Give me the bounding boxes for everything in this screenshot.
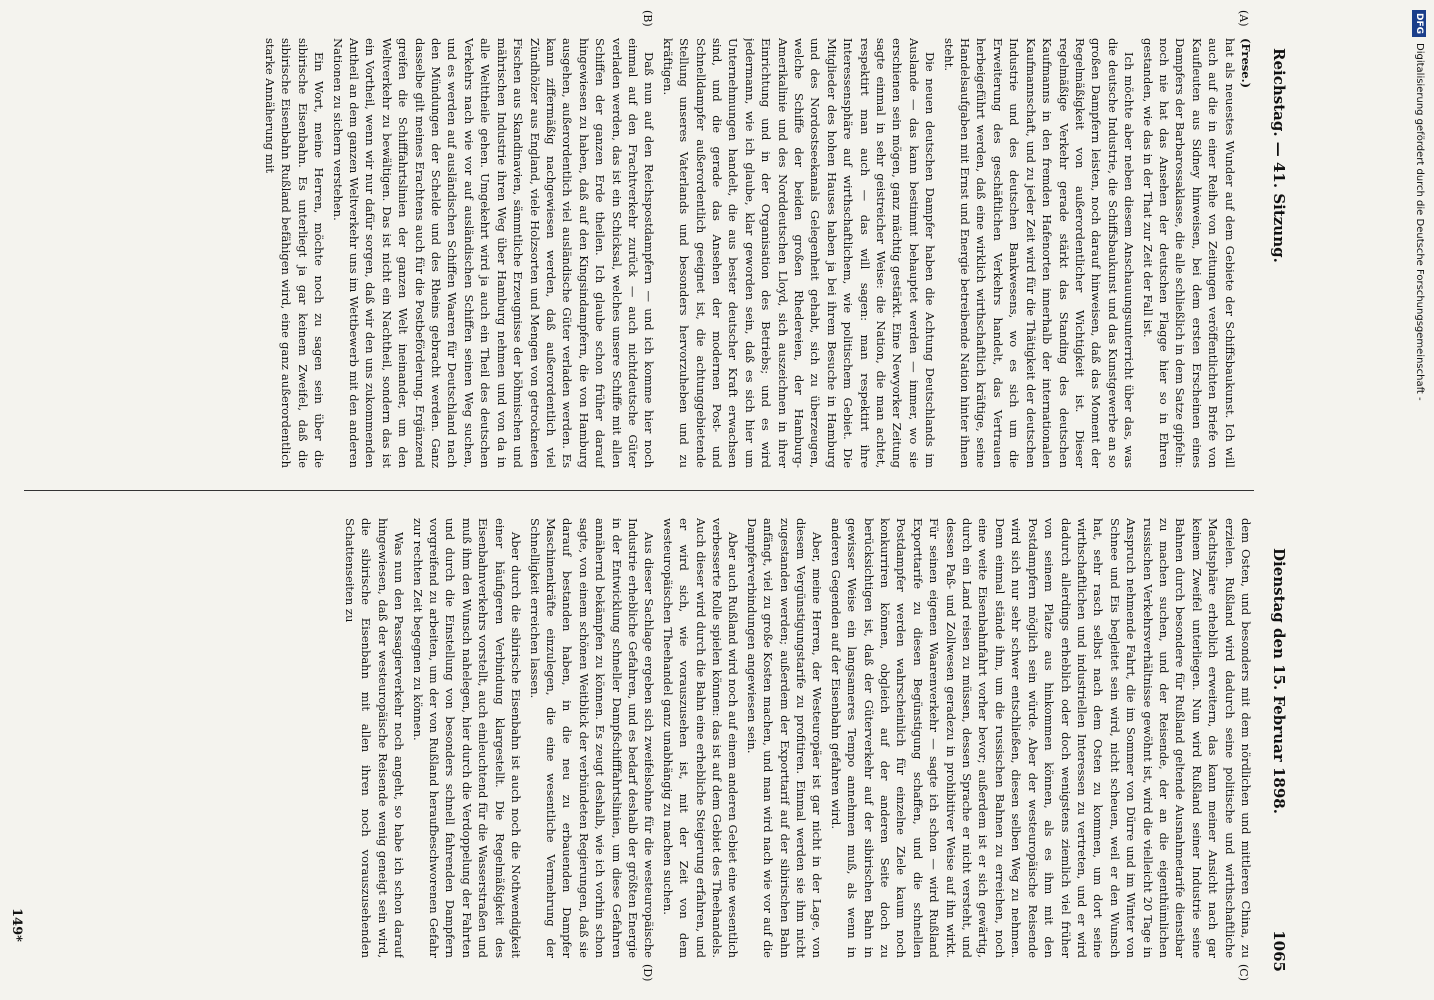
dfg-logo: DFG (1412, 10, 1426, 37)
rotated-page-content (4, 0, 1334, 1000)
margin-marker-c: (C) (1237, 964, 1250, 981)
digitization-sidebar (1408, 10, 1430, 990)
paragraph: Ich möchte aber neben diesem Anschauungsunterricht über das, was die deutsche Industrie, die Schiffsbaukunst und das Kunstgewerbe an so großen Dampfern leisten, noch darauf hinweisen, daß das Moment der Regelmäßigkeit von außerordentlicher Wichtigkeit ist. Dieser regelmäßige Verkehr gerade stärkt das Standing des deutschen Kaufmanns in den fremden Hafenorten innerhalb der internationalen Kaufmannschaft, und zu jeder Zeit wird für die Thätigkeit der deutschen Industrie und des deutschen Bankwesens, wo es sich um die Erweiterung des geschäftlichen Verkehrs handelt, das Vertrauen herbeigeführt werden, daß eine wirklich wirthschaftlich kräftige, seine Handelsaufgaben mit Ernst und Energie betreibende Nation hinter ihnen steht. (941, 38, 1137, 468)
digitization-credit: Digitalisierung gefördert durch die Deutsche Forschungsgemeinschaft - (1414, 43, 1425, 401)
margin-marker-d: (D) (641, 964, 654, 982)
paragraph: Aber auch Rußland wird noch auf einem anderen Gebiet eine wesentlich verbesserte Rolle spielen können: das ist auf dem Gebiet des Theehandels. Auch dieser wird durch die Bahn eine erhebliche Steigerung erfahren, und er wird sich, wie vorauszusehen ist, mit der Zeit von dem westeuropäischen Theehandel ganz unabhängig zu machen suchen. (660, 518, 741, 958)
speaker-label: (Frese.) (1239, 38, 1253, 89)
paragraph: Aus dieser Sachlage ergeben sich zweifelsohne für die westeuropäische Industrie erhebliche Gefahren, und es bedarf deshalb der größten Energie in der Entwicklung schneller Dampfschifffahrtslinien, um diese Gefahren annähernd bekämpfen zu können. Es zeugt deshalb, wie ich vorhin schon sagte, von einem schönen Weitblick der verbündeten Regierungen, daß sie darauf bestanden haben, in die neu zu erbauenden Dampfer Maschinenkräfte einzulegen, die eine wesentliche Vermehrung der Schnelligkeit erreichen lassen. (527, 518, 657, 958)
paragraph: Was nun den Passagierverkehr noch angeht, so habe ich schon darauf hingewiesen, daß der westeuropäische Reisende wenig geneigt sein wird, die sibirische Eisenbahn mit allen ihren noch vorauszusehenden Schattenseiten zu (343, 518, 407, 958)
header-date: Dienstag den 15. Februar 1898. (1270, 548, 1288, 814)
paragraph: Die neuen deutschen Dampfer haben die Achtung Deutschlands im Auslande — das kann bestimmt behauptet werden — immer, wo sie erschienen sein mögen, ganz mächtig gestärkt. Eine Newyorker Zeitung sagte einmal in sehr geistreicher Weise: die Nation, die man achtet, respektirt man auch — das will sagen: man respektirt ihre Interessensphäre auf wirthschaftlichem, wie politischem Gebiet. Die Mitglieder des hohen Hauses haben ja bei ihrem Besuche in Hamburg und des Nordostseekanals Gelegenheit gehabt, sich zu überzeugen, welche Schiffe der beiden großen Rhedereien, der Hamburg-Amerikalinie und des Norddeutschen Lloyd, sich auszeichnen in ihrer Einrichtung und in der Organisation des Betriebs; und es wird jedermann, wie ich glaube, klar geworden sein, daß es sich hier um Unternehmungen handelt, die aus bester deutscher Kraft erwachsen sind, und die gerade das Ansehen der modernen Post- und Schnelldampfer außerordentlich geeignet ist, die achtunggebietende Stellung unseres Vaterlands und besonders hervorzuheben und zu kräftigen. (660, 38, 938, 468)
paragraph: hat als neuestes Wunder auf dem Gebiete der Schiffsbaukunst. Ich will auch auf die in einer Reihe von Zeitungen veröffentlichten Briefe von Kaufleuten aus Sidney hinweisen, bei dem ersten Erscheinen eines Dampfers der Barbarossaklasse, die alle schließlich in dem Satze gipfeln: noch nie hat das Ansehen der deutschen Flagge hier so in Ehren gestanden, wie das in der That zur Zeit der Fall ist. (1140, 38, 1237, 468)
text-column-right (14, 518, 1254, 958)
paragraph: Aber durch die sibirische Eisenbahn ist auch noch die Nothwendigkeit einer häufigeren Verbindung klargestellt. Die Regelmäßigkeit des Eisenbahnverkehrs vorstellt, auch einleuchtend für die Wasserstraßen und muß ihm den Wunsch nahelegen, hier durch die Verdoppelung der Fahrten und durch die Einstellung von besonders schnell fahrenden Dampfern vorgreifend zu arbeiten, um der von Rußland heraufbeschworenen Gefahr zur rechten Zeit begegnen zu können. (410, 518, 524, 958)
page-header (1260, 8, 1294, 992)
signature-mark: 149* (9, 908, 24, 942)
margin-marker-a: (A) (1237, 10, 1250, 27)
paragraph: Aber, meine Herren, der Westeuropäer ist gar nicht in der Lage, von diesem Vergünstigungstarife zu profitiren. Einmal werden sie ihm nicht zugestanden werden; außerdem der Exporttarif auf der sibirischen Bahn anfängt, viel zu große Kosten machen, und man wird nach wie vor auf die Dampferverbindungen angewiesen sein. (744, 518, 825, 958)
column-divider (24, 490, 1254, 491)
margin-marker-b: (B) (641, 10, 654, 27)
paragraph: dem Osten, und besonders mit dem nördlichen und mittleren China, zu erzielen. Rußland wird dadurch seine politische und wirthschaftliche Machtsphäre erheblich erweitern, das kann meiner Ansicht nach gar keinem Zweifel unterliegen. Nun wird Rußland seiner Industrie seine Bahnen durch besondere für Rußland geltende Ausnahmetarife dienstbar zu machen suchen, und der Reisende, der an die eigenthümlichen russischen Verkehrsverhältnisse gewöhnt ist, wird die vielleicht 20 Tage in Anspruch nehmende Fahrt, die im Sommer von Dürre und im Winter von Schnee und Eis begleitet sein wird, nicht scheuen, weil er den Wunsch hat, sehr rasch selbst nach dem Osten zu kommen, um dort seine wirthschaftlichen und industriellen Interessen zu vertreten, und er wird dadurch allerdings erheblich oder doch wenigstens ziemlich viel früher von seinem Platze aus hinkommen können, als es ihm mit den Postdampfern möglich sein würde. Aber der westeuropäische Reisende wird sich nur sehr schwer entschließen, diesen selben Weg zu nehmen. Denn einmal stände ihm, um die russischen Bahnen zu erreichen, noch eine weite Eisenbahnfahrt vorher bevor; außerdem ist er sich gewärtig, durch ein Land reisen zu müssen, dessen Sprache er nicht versteht, und dessen Paß- und Zollwesen geradezu in prohibitiver Weise auf ihn wirkt. Für seinen eigenen Waarenverkehr — sagte ich schon — wird Rußland Exporttarife zu diesen Begünstigung schaffen, und die schnellen Postdampfer werden wahrscheinlich für einzelne Ziele kaum noch konkurriren können, obgleich auf der anderen Seite doch zu berücksichtigen ist, daß der Güterverkehr auf der sibirischen Bahn in gewisser Weise ein langsameres Tempo annehmen muß, als wenn in anderen Gegenden auf der Eisenbahn gefahren wird. (828, 518, 1253, 958)
page-number: 1065 (1270, 930, 1288, 972)
paragraph: Ein Wort, meine Herren, möchte noch zu sagen sein über die sibirische Eisenbahn. Es unterliegt ja gar keinem Zweifel, daß die sibirische Eisenbahn Rußland befähigen wird, eine ganz außerordentlich starke Annäherung mit (263, 38, 327, 468)
text-column-left (14, 38, 1254, 468)
paragraph: Daß nun auf den Reichspostdampfern — und ich komme hier noch einmal auf den Frachtverkehr zurück — auch nichtdeutsche Güter verladen werden, das ist ein Schicksal, welches unsere Schiffe mit allen Schiffen der ganzen Erde theilen. Ich glaube schon früher darauf hingewiesen zu haben, daß auf den Kingsindampfern, die von Hamburg ausgehen, außerordentlich viel ausländische Güter verladen werden. Es kann ziffermäßig nachgewiesen werden, daß außerordentlich viel Zündhölzer aus England, viele Holzsorten und Mengen von getrockneten Fischen aus Skandinavien, sämmtliche Erzeugnisse der böhmischen und mährischen Industrie ihren Weg über Hamburg nehmen und von da in alle Welttheile gehen. Umgekehrt wird ja auch ein Theil des deutschen Verkehrs nach wie vor auf ausländischen Schiffen seinen Weg suchen, und es werden auf ausländischen Schiffen Waaren für Deutschland nach den Mündungen der Schelde und des Rheins gebracht werden. Ganz dasselbe gilt meines Erachtens auch für die Postbeförderung. Ergänzend greifen die Schifffahrtslinien der ganzen Welt ineinander, um den Weltverkehr zu bewältigen. Das ist nicht ein Nachtheil, sondern das ist ein Vortheil, wenn wir nur dafür sorgen, daß wir den uns zukommenden Antheil an dem ganzen Weltverkehr uns im Wettbewerb mit den anderen Nationen zu sichern verstehen. (330, 38, 657, 468)
header-left: Reichstag. — 41. Sitzung. (1270, 48, 1288, 263)
